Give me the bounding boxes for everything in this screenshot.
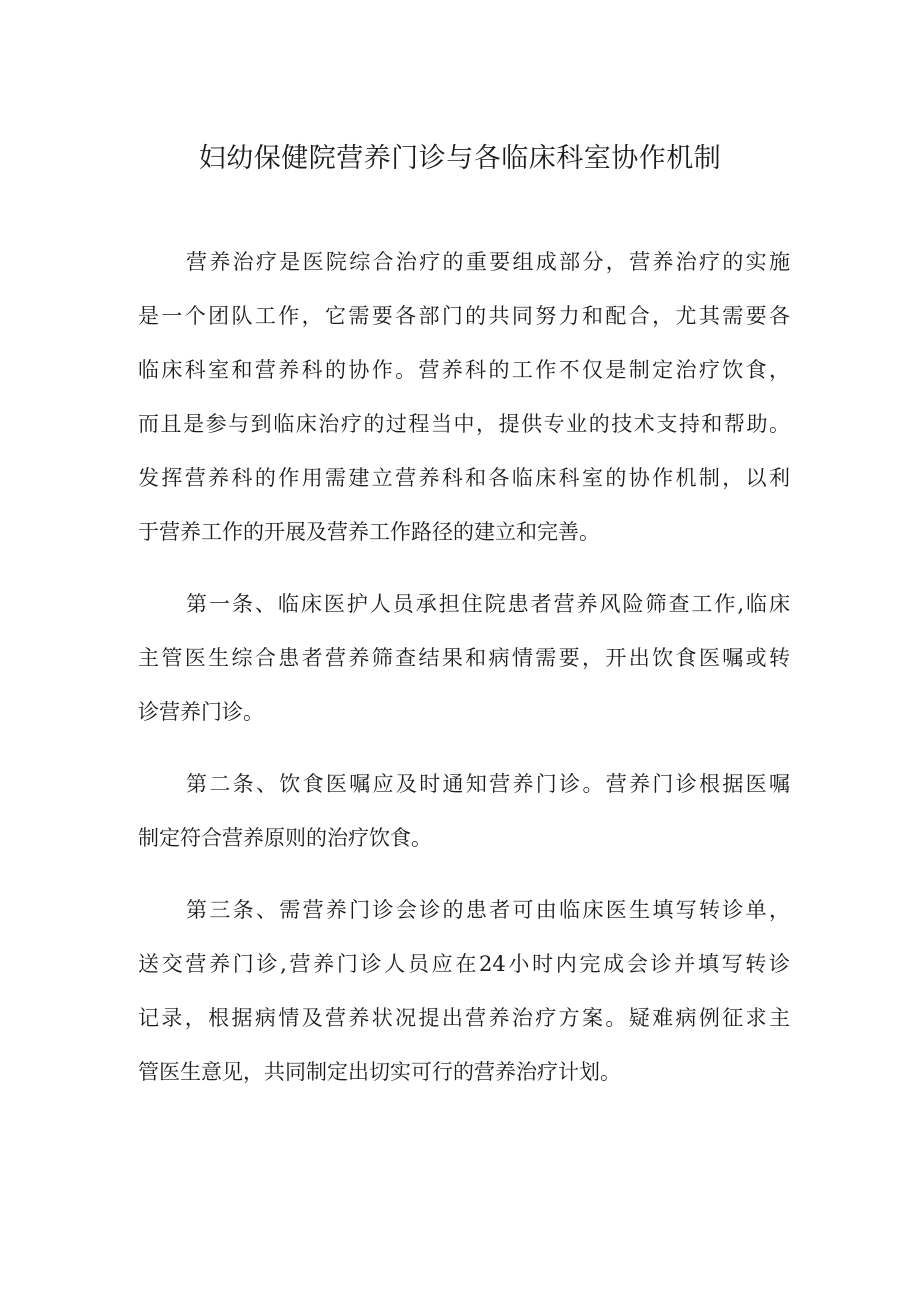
paragraph-article-2: [138, 757, 790, 865]
document-body: [138, 235, 790, 1117]
paragraph-line: 送交营养门诊,营养门诊人员应在24小时内完成会诊并填写转诊: [138, 952, 790, 976]
paragraph-line: 第二条、饮食医嘱应及时通知营养门诊。营养门诊根据医嘱: [186, 772, 790, 796]
paragraph-line: 主管医生综合患者营养筛查结果和病情需要，开出饮食医嘱或转: [138, 646, 790, 670]
document-title: 妇幼保健院营养门诊与各临床科室协作机制: [198, 143, 722, 174]
paragraph-line: 诊营养门诊。: [138, 700, 264, 724]
paragraph-article-1: [138, 577, 790, 739]
paragraph-line: 第一条、临床医护人员承担住院患者营养风险筛查工作,临床: [186, 592, 790, 616]
paragraph-line: 于营养工作的开展及营养工作路径的建立和完善。: [138, 520, 600, 544]
paragraph-line: 营养治疗是医院综合治疗的重要组成部分，营养治疗的实施: [186, 250, 790, 274]
paragraph-article-3: [138, 883, 790, 1099]
paragraph-line: 第三条、需营养门诊会诊的患者可由临床医生填写转诊单，: [186, 898, 790, 922]
paragraph-line: 发挥营养科的作用需建立营养科和各临床科室的协作机制，以利: [138, 466, 790, 490]
paragraph-line: 而且是参与到临床治疗的过程当中，提供专业的技术支持和帮助。: [138, 412, 790, 436]
paragraph-line: 是一个团队工作，它需要各部门的共同努力和配合，尤其需要各: [138, 304, 790, 328]
paragraph-line: 制定符合营养原则的治疗饮食。: [138, 826, 432, 850]
paragraph-line: 管医生意见，共同制定出切实可行的营养治疗计划。: [138, 1060, 621, 1084]
paragraph-line: 记录，根据病情及营养状况提出营养治疗方案。疑难病例征求主: [138, 1006, 790, 1030]
paragraph-intro: [138, 235, 790, 559]
paragraph-line: 临床科室和营养科的协作。营养科的工作不仅是制定治疗饮食，: [138, 358, 790, 382]
